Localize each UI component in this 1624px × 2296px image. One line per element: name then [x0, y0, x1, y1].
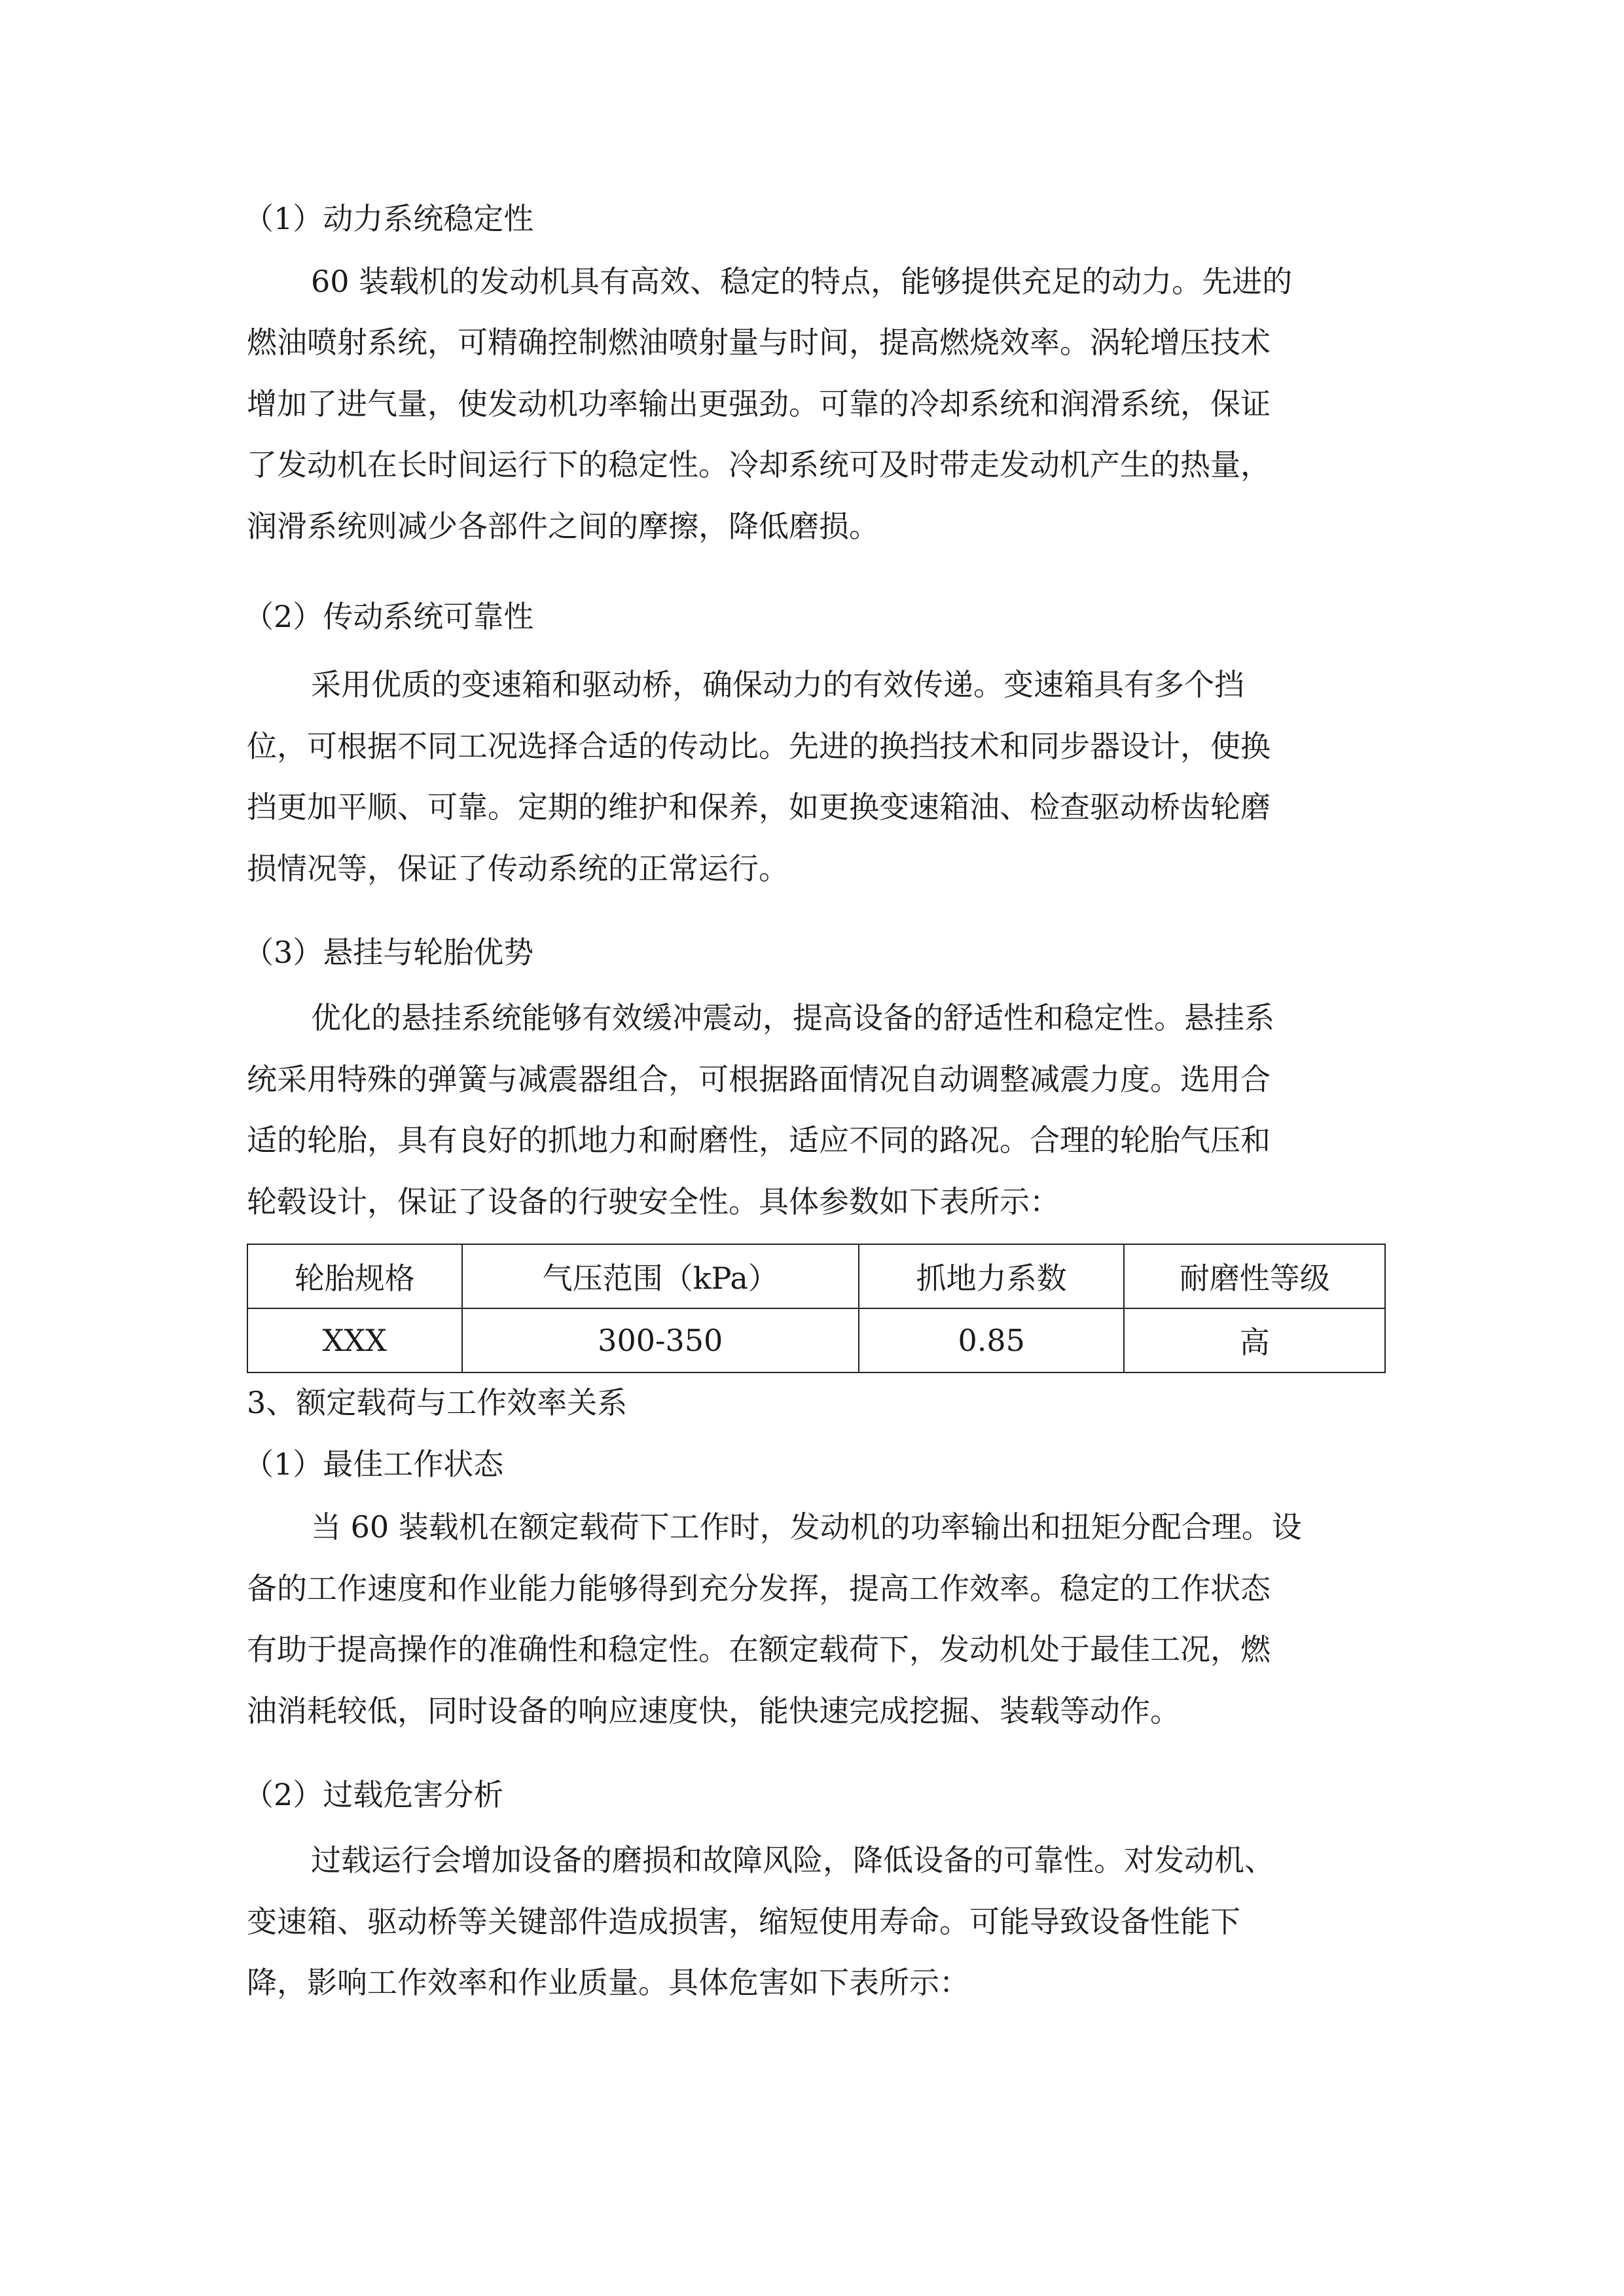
table-header-row	[247, 1244, 1385, 1308]
table-row	[247, 1308, 1385, 1372]
paragraph-line: 变速箱、驱动桥等关键部件造成损害，缩短使用寿命。可能导致设备性能下	[247, 1904, 1240, 1939]
heading-power-system: （1）动力系统稳定性	[244, 201, 534, 236]
paragraph-line: 有助于提高操作的准确性和稳定性。在额定载荷下，发动机处于最佳工况，燃	[247, 1632, 1271, 1667]
table-header-cell: 气压范围（kPa）	[462, 1244, 859, 1308]
paragraph-line: 润滑系统则减少各部件之间的摩擦，降低磨损。	[247, 509, 879, 544]
table-header-cell: 耐磨性等级	[1124, 1244, 1385, 1308]
paragraph-line: 降，影响工作效率和作业质量。具体危害如下表所示：	[247, 1965, 969, 2000]
section-title-rated-load: 3、额定载荷与工作效率关系	[247, 1385, 628, 1420]
paragraph-line: 采用优质的变速箱和驱动桥，确保动力的有效传递。变速箱具有多个挡	[311, 667, 1244, 702]
paragraph-line: 统采用特殊的弹簧与减震器组合，可根据路面情况自动调整减震力度。选用合	[247, 1062, 1271, 1097]
heading-suspension-tires: （3）悬挂与轮胎优势	[244, 935, 534, 970]
paragraph-line: 备的工作速度和作业能力能够得到充分发挥，提高工作效率。稳定的工作状态	[247, 1571, 1271, 1606]
paragraph-line: 增加了进气量，使发动机功率输出更强劲。可靠的冷却系统和润滑系统，保证	[247, 386, 1271, 422]
table-header-cell: 抓地力系数	[859, 1244, 1125, 1308]
table-cell: XXX	[247, 1308, 462, 1372]
heading-overload-hazards: （2）过载危害分析	[244, 1777, 504, 1812]
paragraph-line: 当 60 装载机在额定载荷下工作时，发动机的功率输出和扭矩分配合理。设	[311, 1509, 1302, 1545]
heading-transmission: （2）传动系统可靠性	[244, 599, 534, 634]
paragraph-line: 挡更加平顺、可靠。定期的维护和保养，如更换变速箱油、检查驱动桥齿轮磨	[247, 789, 1271, 825]
paragraph-line: 油消耗较低，同时设备的响应速度快，能快速完成挖掘、装载等动作。	[247, 1693, 1180, 1729]
table-cell: 高	[1124, 1308, 1385, 1372]
table-cell: 300-350	[462, 1308, 859, 1372]
paragraph-line: 损情况等，保证了传动系统的正常运行。	[247, 851, 789, 886]
paragraph-line: 60 装载机的发动机具有高效、稳定的特点，能够提供充足的动力。先进的	[311, 264, 1293, 299]
paragraph-line: 优化的悬挂系统能够有效缓冲震动，提高设备的舒适性和稳定性。悬挂系	[311, 1000, 1274, 1035]
paragraph-line: 燃油喷射系统，可精确控制燃油喷射量与时间，提高燃烧效率。涡轮增压技术	[247, 325, 1271, 360]
table-header-cell: 轮胎规格	[247, 1244, 462, 1308]
heading-optimal-state: （1）最佳工作状态	[244, 1446, 504, 1482]
paragraph-line: 位，可根据不同工况选择合适的传动比。先进的换挡技术和同步器设计，使换	[247, 728, 1271, 764]
paragraph-line: 轮毂设计，保证了设备的行驶安全性。具体参数如下表所示：	[247, 1184, 1060, 1219]
paragraph-line: 了发动机在长时间运行下的稳定性。冷却系统可及时带走发动机产生的热量，	[247, 447, 1271, 482]
paragraph-line: 过载运行会增加设备的磨损和故障风险，降低设备的可靠性。对发动机、	[311, 1842, 1274, 1878]
table-cell: 0.85	[859, 1308, 1125, 1372]
tire-parameters-table	[247, 1244, 1386, 1373]
paragraph-line: 适的轮胎，具有良好的抓地力和耐磨性，适应不同的路况。合理的轮胎气压和	[247, 1122, 1271, 1158]
